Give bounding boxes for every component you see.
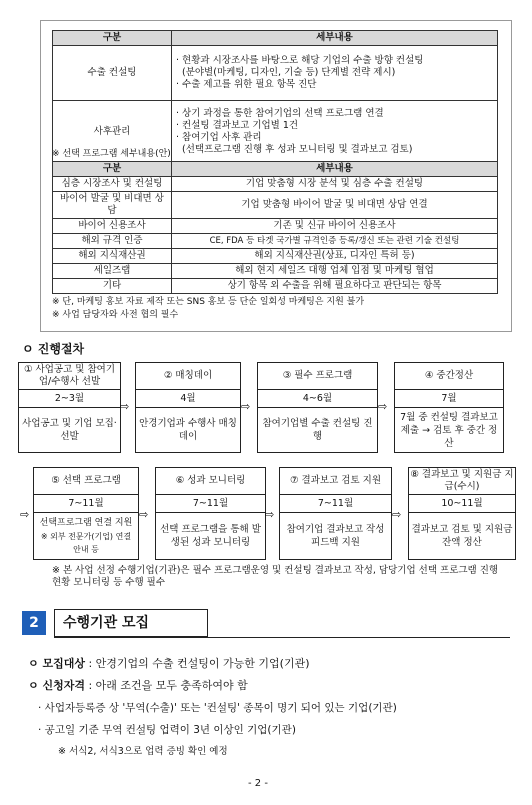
arrow-icon: ⇨ <box>120 400 130 413</box>
consulting-table <box>52 30 498 164</box>
table-cell: 해외 지식재산권(상표, 디자인 특허 등) <box>172 249 498 264</box>
note-line: ※ 사업 담당자와 사전 협의 필수 <box>52 310 179 320</box>
step-desc: 참여기업 결과보고 작성 피드백 지원 <box>286 524 385 548</box>
table-cell: 상기 항목 외 수출을 위해 필요하다고 판단되는 항목 <box>172 279 498 294</box>
qual-label: ㅇ 신청자격 <box>28 679 85 692</box>
list-item: · 공고일 기준 무역 컨설팅 업력이 3년 이상인 기업(기관) <box>38 724 296 736</box>
step-period: 7~11월 <box>280 495 391 513</box>
table-cell <box>172 46 498 101</box>
table-header: 구분 <box>53 162 172 177</box>
step-desc: 참여기업별 수출 컨설팅 진행 <box>262 418 373 442</box>
table-cell: 기업 맞춤형 시장 분석 및 심층 수출 컨설팅 <box>172 177 498 192</box>
table-cell <box>172 101 498 164</box>
step-period: 7~11월 <box>156 495 265 513</box>
process-step-5 <box>33 467 139 560</box>
recruit-text: : 안경기업의 수출 컨설팅이 가능한 기업(기관) <box>84 657 310 670</box>
arrow-icon: ⇨ <box>265 508 275 521</box>
table-row <box>53 264 498 279</box>
step-period: 7~11월 <box>34 495 138 513</box>
table-row <box>53 177 498 192</box>
table-row <box>53 249 498 264</box>
step-head: ② 매칭데이 <box>136 363 240 390</box>
step-desc: 7월 중 컨설팅 결과보고 제출 → 검토 후 중간 정산 <box>400 411 498 449</box>
process-step-7 <box>279 467 392 560</box>
table-cell: 사후관리 <box>53 101 172 164</box>
table-cell: 기타 <box>53 279 172 294</box>
section-divider <box>54 637 510 638</box>
recruit-label: ㅇ 모집대상 <box>28 657 85 670</box>
step-period: 4월 <box>136 390 240 408</box>
cell-line: · 상기 과정을 통한 참여기업의 선택 프로그램 연결 <box>176 108 384 119</box>
step-period: 2~3월 <box>19 390 120 408</box>
step-desc: 선택프로그램 연결 지원 <box>39 517 133 528</box>
step-head: ⑦ 결과보고 검토 지원 <box>280 468 391 495</box>
process-step-8 <box>408 467 516 560</box>
process-step-3 <box>257 362 378 453</box>
cell-line: (선택프로그램 진행 후 성과 모니터링 및 결과보고 검토) <box>182 144 413 155</box>
step-head: ⑥ 성과 모니터링 <box>156 468 265 495</box>
process-step-6 <box>155 467 266 560</box>
table-row <box>53 46 498 101</box>
step-head: ⑤ 선택 프로그램 <box>34 468 138 495</box>
arrow-icon: ⇨ <box>378 400 388 413</box>
qualification <box>28 679 248 693</box>
process-title: ㅇ 진행절차 <box>22 342 85 356</box>
qual-text: : 아래 조건을 모두 충족하여야 함 <box>84 679 248 692</box>
step-desc: 사업공고 및 기업 모집·선발 <box>22 418 117 442</box>
table-cell: 해외 규격 인증 <box>53 234 172 249</box>
table-row <box>53 279 498 294</box>
arrow-icon: ⇨ <box>241 400 251 413</box>
table-row <box>53 234 498 249</box>
arrow-icon: ⇨ <box>20 508 30 521</box>
table-row <box>53 219 498 234</box>
section-number-badge: 2 <box>22 611 46 635</box>
table-header: 세부내용 <box>172 31 498 46</box>
table-row <box>53 192 498 219</box>
step-desc: 안경기업과 수행사 매칭데이 <box>139 418 237 442</box>
process-note: ※ 본 사업 선정 수행기업(기관)은 필수 프로그램운영 및 컨설팅 결과보고 작성, 담당기업 선택 프로그램 진행 현황 모니터링 등 수행 필수 <box>52 565 499 588</box>
step-period: 7월 <box>395 390 503 408</box>
table-cell: 해외 지식재산권 <box>53 249 172 264</box>
table-cell: CE, FDA 등 타겟 국가별 규격인증 등록/갱신 또는 관련 기술 컨설팅 <box>172 234 498 249</box>
step-desc: 결과보고 검토 및 지원금 잔액 정산 <box>411 524 513 548</box>
step-desc-block <box>34 513 138 559</box>
table-cell: 바이어 신용조사 <box>53 219 172 234</box>
program-table <box>52 161 498 294</box>
arrow-icon: ⇨ <box>392 508 402 521</box>
cell-line: · 수출 제고를 위한 필요 항목 진단 <box>176 79 317 90</box>
step-subnote: ※ 외부 전문가(기업) 연결 안내 등 <box>40 531 132 554</box>
table-cell: 해외 현지 세일즈 대행 업체 입점 및 마케팅 협업 <box>172 264 498 279</box>
cell-line: · 참여기업 사후 관리 <box>176 132 262 143</box>
table-header: 구분 <box>53 31 172 46</box>
cell-line: · 현황과 시장조사를 바탕으로 해당 기업의 수출 방향 컨설팅 <box>176 55 424 66</box>
step-head: ③ 필수 프로그램 <box>258 363 377 390</box>
table-header: 세부내용 <box>172 162 498 177</box>
table-cell: 세일즈랩 <box>53 264 172 279</box>
arrow-icon: ⇨ <box>139 508 149 521</box>
cell-line: · 컨설팅 결과보고 기업별 1건 <box>176 120 299 131</box>
step-desc: 선택 프로그램을 통해 발생된 성과 모니터링 <box>160 524 261 548</box>
table-caption: ※ 선택 프로그램 세부내용(안) <box>52 149 171 159</box>
table-cell: 수출 컨설팅 <box>53 46 172 101</box>
process-step-1 <box>18 362 121 453</box>
page-number: - 2 - <box>248 778 268 789</box>
list-item: · 사업자등록증 상 '무역(수출)' 또는 '컨설팅' 종목이 명기 되어 있는 기업(기관) <box>38 702 397 714</box>
table-cell: 바이어 발굴 및 비대면 상담 <box>53 192 172 219</box>
step-head: ⑧ 결과보고 및 지원금 지급(수시) <box>409 468 515 495</box>
step-head: ① 사업공고 및 참여기업/수행사 선발 <box>19 363 120 390</box>
note-line: ※ 단, 마케팅 홍보 자료 제작 또는 SNS 홍보 등 단순 일회성 마케팅은 지원 불가 <box>52 297 365 307</box>
table-cell: 심층 시장조사 및 컨설팅 <box>53 177 172 192</box>
table-cell: 기존 및 신규 바이어 신용조사 <box>172 219 498 234</box>
section-title: 수행기관 모집 <box>54 609 208 637</box>
process-step-2 <box>135 362 241 453</box>
step-head: ④ 중간정산 <box>395 363 503 390</box>
process-step-4 <box>394 362 504 453</box>
table-cell: 기업 맞춤형 바이어 발굴 및 비대면 상담 연결 <box>172 192 498 219</box>
recruit-target <box>28 657 310 671</box>
step-period: 4~6월 <box>258 390 377 408</box>
cell-line: (분야별(마케팅, 디자인, 기술 등) 단계별 전략 제시) <box>182 67 396 78</box>
bullet-note: ※ 서식2, 서식3으로 업력 증빙 확인 예정 <box>58 746 228 757</box>
step-period: 10~11월 <box>409 495 515 513</box>
